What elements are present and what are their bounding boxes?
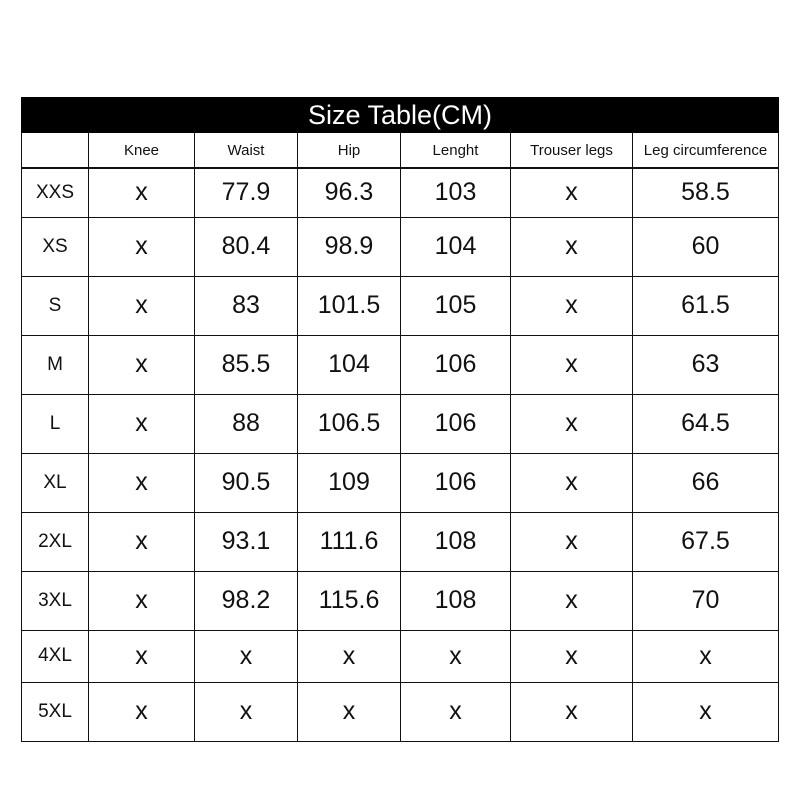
table-cell: x <box>195 682 298 741</box>
table-cell: x <box>511 453 633 512</box>
header-row <box>22 133 779 169</box>
table-cell: 96.3 <box>298 168 401 217</box>
table-cell: 60 <box>633 217 779 276</box>
table-cell: 61.5 <box>633 276 779 335</box>
table-cell: x <box>511 168 633 217</box>
size-label: L <box>22 394 89 453</box>
table-cell: 104 <box>298 335 401 394</box>
table-row <box>22 682 779 741</box>
table-cell: x <box>511 512 633 571</box>
table-cell: x <box>633 630 779 682</box>
table-cell: 106 <box>401 453 511 512</box>
table-cell: 111.6 <box>298 512 401 571</box>
column-header-knee: Knee <box>89 133 195 169</box>
table-cell: x <box>511 571 633 630</box>
table-cell: 108 <box>401 512 511 571</box>
table-cell: 58.5 <box>633 168 779 217</box>
table-cell: x <box>89 512 195 571</box>
table-cell: x <box>633 682 779 741</box>
table-cell: 108 <box>401 571 511 630</box>
title-row <box>22 98 779 133</box>
table-cell: 80.4 <box>195 217 298 276</box>
table-row <box>22 512 779 571</box>
table-cell: 93.1 <box>195 512 298 571</box>
table-cell: 85.5 <box>195 335 298 394</box>
table-cell: 98.9 <box>298 217 401 276</box>
table-cell: 77.9 <box>195 168 298 217</box>
table-cell: x <box>89 453 195 512</box>
size-label: S <box>22 276 89 335</box>
table-cell: 67.5 <box>633 512 779 571</box>
table-row <box>22 335 779 394</box>
table-cell: 63 <box>633 335 779 394</box>
table-row <box>22 453 779 512</box>
size-label: XXS <box>22 168 89 217</box>
table-cell: x <box>89 630 195 682</box>
size-label: 3XL <box>22 571 89 630</box>
column-header-leg-circumference: Leg circumference <box>633 133 779 169</box>
table-cell: x <box>511 217 633 276</box>
table-row <box>22 394 779 453</box>
table-cell: x <box>298 682 401 741</box>
table-cell: 83 <box>195 276 298 335</box>
size-label: XL <box>22 453 89 512</box>
table-cell: 98.2 <box>195 571 298 630</box>
table-cell: x <box>195 630 298 682</box>
table-row <box>22 168 779 217</box>
table-cell: 115.6 <box>298 571 401 630</box>
column-header-size <box>22 133 89 169</box>
column-header-length: Lenght <box>401 133 511 169</box>
table-cell: x <box>298 630 401 682</box>
table-cell: 66 <box>633 453 779 512</box>
table-cell: 70 <box>633 571 779 630</box>
table-cell: 64.5 <box>633 394 779 453</box>
table-cell: x <box>89 394 195 453</box>
table-cell: 106 <box>401 394 511 453</box>
table-cell: x <box>401 630 511 682</box>
table-row <box>22 276 779 335</box>
table-cell: x <box>89 168 195 217</box>
table-cell: x <box>511 276 633 335</box>
table-cell: 101.5 <box>298 276 401 335</box>
table-row <box>22 630 779 682</box>
column-header-waist: Waist <box>195 133 298 169</box>
table-cell: x <box>511 630 633 682</box>
table-cell: x <box>89 682 195 741</box>
table-title: Size Table(CM) <box>22 98 779 133</box>
column-header-hip: Hip <box>298 133 401 169</box>
table-cell: x <box>401 682 511 741</box>
size-label: 5XL <box>22 682 89 741</box>
table-cell: 109 <box>298 453 401 512</box>
size-label: 2XL <box>22 512 89 571</box>
table-cell: x <box>511 682 633 741</box>
table-row <box>22 217 779 276</box>
size-label: 4XL <box>22 630 89 682</box>
table-cell: 106 <box>401 335 511 394</box>
table-cell: 106.5 <box>298 394 401 453</box>
table-cell: 103 <box>401 168 511 217</box>
size-label: XS <box>22 217 89 276</box>
table-cell: x <box>89 276 195 335</box>
column-header-trouser-legs: Trouser legs <box>511 133 633 169</box>
size-label: M <box>22 335 89 394</box>
table-cell: x <box>89 335 195 394</box>
table-cell: 104 <box>401 217 511 276</box>
table-cell: x <box>89 571 195 630</box>
table-cell: x <box>511 335 633 394</box>
size-table <box>21 97 779 742</box>
table-row <box>22 571 779 630</box>
table-cell: x <box>511 394 633 453</box>
table-cell: 105 <box>401 276 511 335</box>
table-cell: x <box>89 217 195 276</box>
table-cell: 88 <box>195 394 298 453</box>
table-cell: 90.5 <box>195 453 298 512</box>
